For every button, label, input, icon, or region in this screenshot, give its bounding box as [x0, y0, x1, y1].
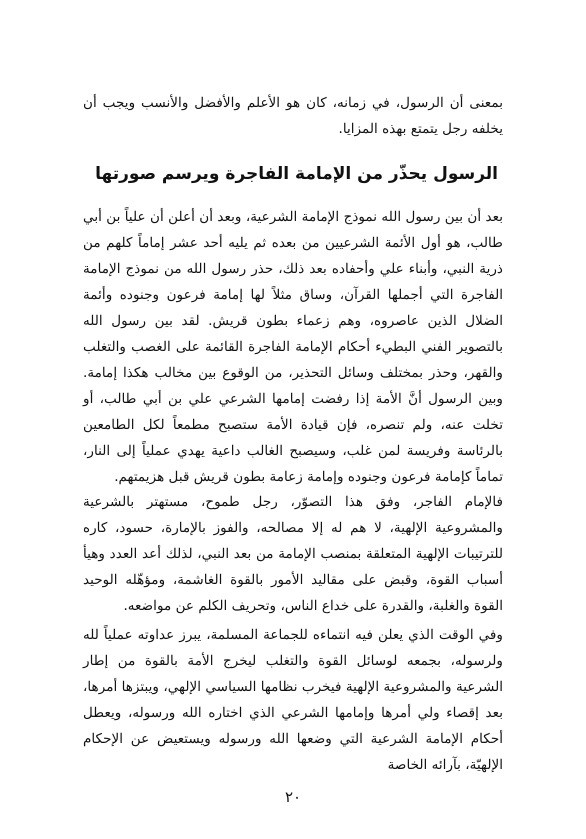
- body-paragraph-1: بعد أن بين رسول الله نموذج الإمامة الشرعية، وبعد أن أعلن أن علياً بن أبي طالب، هو أول الأئمة الشرعيين من بعده ثم يليه أحد عشر إماماً كلهم من ذرية النبي، وأبناء علي وأحفاده بعد ذلك، حذر رسول الله من نموذج الإمامة الفاجرة التي أجملها القرآن، وساق مثلاً لها إمامة فرعون وجنوده وأئمة الضلال الذين عاصروه، وهم زعماء بطون قريش. لقد بين رسول الله بالتصوير الفني البطيء أحكام الإمامة الفاجرة القائمة على الغصب والتغلب والقهر، وحذر بمختلف وسائل التحذير، من الوقوع بين مخالب هكذا إمامة. وبين الرسول أنَّ الأمة إذا رفضت إمامها الشرعي علي بن أبي طالب، أو تخلت عنه، ولم تنصره، فإن قيادة الأمة ستصبح مطمعاً لكل الطامعين بالرئاسة وفريسة لمن غلب، وسيصبح الغالب داعية يهدي عملياً إلى النار، تماماً كإمامة فرعون وجنوده وإمامة زعامة بطون قريش قبل هزيمتهم.: [83, 209, 503, 485]
- body-paragraph-2: فالإمام الفاجر، وفق هذا التصوّر، رجل طموح، مستهتر بالشرعية والمشروعية الإلهية، لا هم له إلا مصالحه، والفوز بالإمارة، حسود، كاره للترتيبات الإلهية المتعلقة بمنصب الإمامة من بعد النبي، لذلك أعد العدد وهيأ أسباب القوة، وقبض على مقاليد الأمور بالقوة الغاشمة، ومؤهّله الوحيد القوة والغلبة، والقدرة على خداع الناس، وتحريف الكلم عن مواضعه.: [83, 494, 503, 614]
- intro-paragraph: بمعنى أن الرسول، في زمانه، كان هو الأعلم والأفضل والأنسب ويجب أن يخلفه رجل يتمتع بهذه المزايا.: [83, 95, 503, 137]
- section-heading: الرسول يحذّر من الإمامة الفاجرة ويرسم صورتها: [95, 164, 498, 184]
- page-number: ٢٠: [284, 788, 302, 806]
- body-paragraph-3: وفي الوقت الذي يعلن فيه انتماءه للجماعة المسلمة، يبرز عداوته عملياً لله ولرسوله، بجمعه لوسائل القوة والتغلب ليخرج الأمة بالقوة من إطار الشرعية والمشروعية الإلهية فيخرب نظامها السياسي الإلهي، ويبتزها أمرها، بعد إقصاء ولي أمرها وإمامها الشرعي الذي اختاره الله ورسوله، ويعطل أحكام الإمامة الشرعية التي وضعها الله ورسوله ويستعيض عن الإحكام الإلهيّة، بآرائه الخاصة: [83, 627, 503, 773]
